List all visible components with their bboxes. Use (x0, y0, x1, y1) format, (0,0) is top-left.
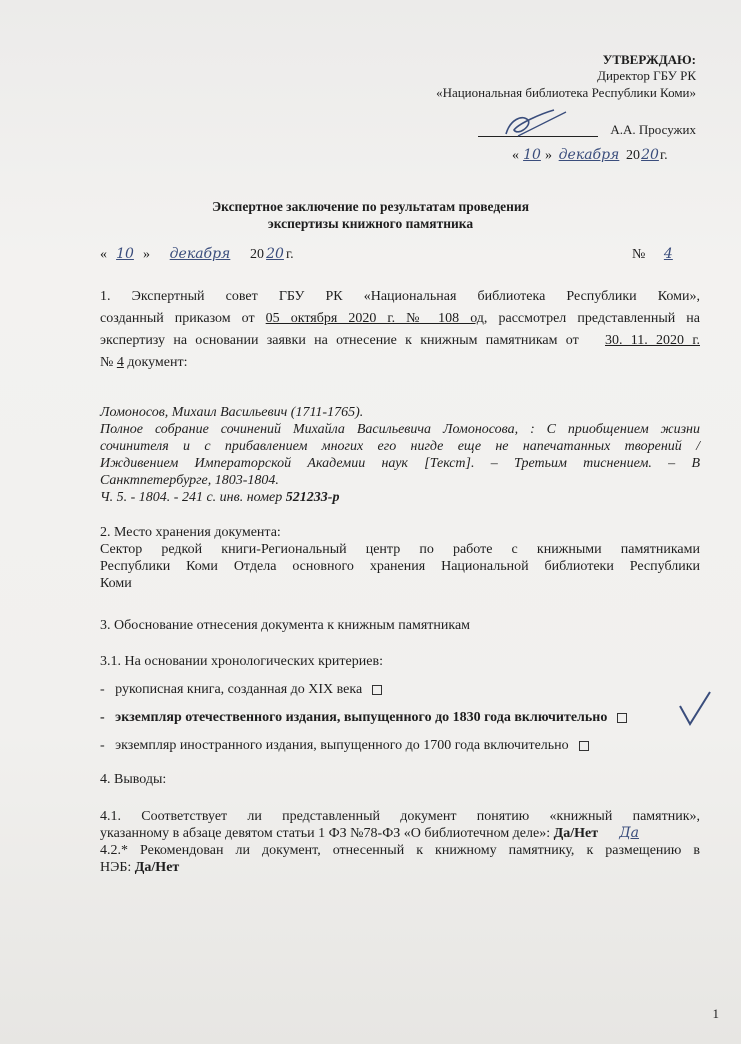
number-value: 4 (663, 246, 673, 262)
approval-day: 10 (523, 147, 541, 163)
question-4-2-line1: 4.2.* Рекомендован ли документ, отнесенный к книжному памятнику, к размещению в (100, 843, 700, 858)
document-title-line2: экспертизы книжного памятника (267, 216, 474, 231)
citation-line3: сочинителя и с прибавлением многих его нигде еще не напечатанных творений / (100, 439, 700, 454)
criterion-item-1 (100, 682, 382, 698)
section1-line4 (100, 352, 700, 374)
criterion-label-1: рукописная книга, созданная до XIX века (115, 682, 363, 697)
question-4-2-line2 (100, 859, 700, 876)
checkmark-icon (676, 690, 716, 730)
section1-line3 (100, 330, 700, 352)
approval-year-end: г. (660, 148, 668, 163)
question-4-1-text: указанному в абзаце девятом статьи 1 ФЗ №78-ФЗ «О библиотечном деле»: (100, 826, 554, 841)
date-close: » (143, 247, 150, 262)
date-open: « (100, 247, 107, 262)
question-4-1-answer: Да/Нет (553, 826, 599, 841)
request-date: 30. 11. 2020 г. (605, 333, 700, 348)
approval-organization: «Национальная библиотека Республики Коми» (436, 85, 696, 100)
citation-author: Ломоносов, Михаил Васильевич (1711-1765). (100, 405, 364, 420)
section3-sub: 3.1. На основании хронологических критериев: (100, 654, 383, 669)
date-year-suffix: 20 (266, 246, 284, 262)
page-number: 1 (712, 1006, 719, 1021)
inventory-number: 521233-р (285, 490, 340, 505)
criterion-item-3 (100, 738, 589, 754)
question-4-1-line1: 4.1. Соответствует ли представленный документ понятию «книжный памятник», (100, 809, 700, 824)
criterion-label-3: экземпляр иностранного издания, выпущенного до 1700 года включительно (115, 738, 569, 753)
checkbox-2[interactable] (617, 713, 627, 723)
director-signature (488, 106, 598, 142)
document-title-line1: Экспертное заключение по результатам проведения (211, 199, 530, 214)
approval-date-open: « (512, 148, 519, 163)
approval-date (512, 147, 668, 164)
question-4-1-handwritten: Да (619, 825, 639, 841)
section2-heading: 2. Место хранения документа: (100, 525, 281, 540)
section1-line2 (100, 308, 700, 330)
question-4-2-text: НЭБ: (100, 860, 135, 875)
citation-line2: Полное собрание сочинений Михайла Васильевича Ломоносова, : С приобщением жизни (100, 422, 700, 437)
section1-line3-start: экспертизу на основании заявки на отнесение к книжным памятникам от (100, 333, 587, 348)
approval-month: декабря (558, 147, 620, 163)
date-year-prefix: 20 (250, 247, 264, 262)
checkbox-1[interactable] (372, 685, 382, 695)
conclusion-number (632, 246, 691, 263)
approval-signer: А.А. Просужих (610, 122, 696, 137)
bullet: - (100, 710, 105, 725)
approval-position: Директор ГБУ РК (597, 68, 696, 83)
criterion-label-2: экземпляр отечественного издания, выпущенного до 1830 года включительно (115, 710, 608, 725)
book-citation (100, 404, 700, 506)
bullet: - (100, 682, 105, 697)
approval-year-suffix: 20 (641, 147, 659, 163)
section2-line3: Коми (100, 576, 132, 591)
citation-line6 (100, 489, 700, 506)
section1-line1: 1. Экспертный совет ГБУ РК «Национальная библиотека Республики Коми», (100, 289, 700, 304)
bullet: - (100, 738, 105, 753)
section2-line2: Республики Коми Отдела основного хранения Национальной библиотеки Республики (100, 559, 700, 574)
question-4-1-line2 (100, 825, 700, 842)
question-4-2-answer: Да/Нет (134, 860, 180, 875)
section1-line2-start: созданный приказом от (100, 311, 266, 326)
date-year-end: г. (286, 247, 294, 262)
citation-volume: Ч. 5. - 1804. - 241 с. инв. номер (100, 490, 286, 505)
request-number: 4 (116, 355, 124, 370)
section4-heading: 4. Выводы: (100, 772, 167, 787)
approval-heading: УТВЕРЖДАЮ: (602, 52, 696, 67)
section4-body (100, 808, 700, 876)
number-label: № (632, 247, 646, 262)
section1-line2-end: , рассмотрел представленный на (483, 311, 700, 326)
approval-date-mid: » (545, 148, 552, 163)
section3-heading: 3. Обоснование отнесения документа к книжным памятникам (100, 618, 471, 633)
citation-line4: Иждивением Императорской Академии наук [Текст]. – Третьим тиснением. – В (100, 456, 700, 471)
section2 (100, 524, 700, 592)
criterion-item-2 (100, 710, 627, 726)
checkbox-3[interactable] (579, 741, 589, 751)
citation-line5: Санктпетербурге, 1803-1804. (100, 473, 279, 488)
section2-line1: Сектор редкой книги-Региональный центр по работе с книжными памятниками (100, 542, 700, 557)
request-no-label: № (100, 355, 117, 370)
date-day: 10 (116, 246, 134, 262)
date-month: декабря (169, 246, 231, 262)
order-reference: 05 октября 2020 г. № 108 од (265, 311, 484, 326)
approval-year-prefix: 20 (626, 148, 640, 163)
section1 (100, 286, 700, 374)
section1-line4-end: документ: (123, 355, 188, 370)
conclusion-date (100, 246, 294, 263)
